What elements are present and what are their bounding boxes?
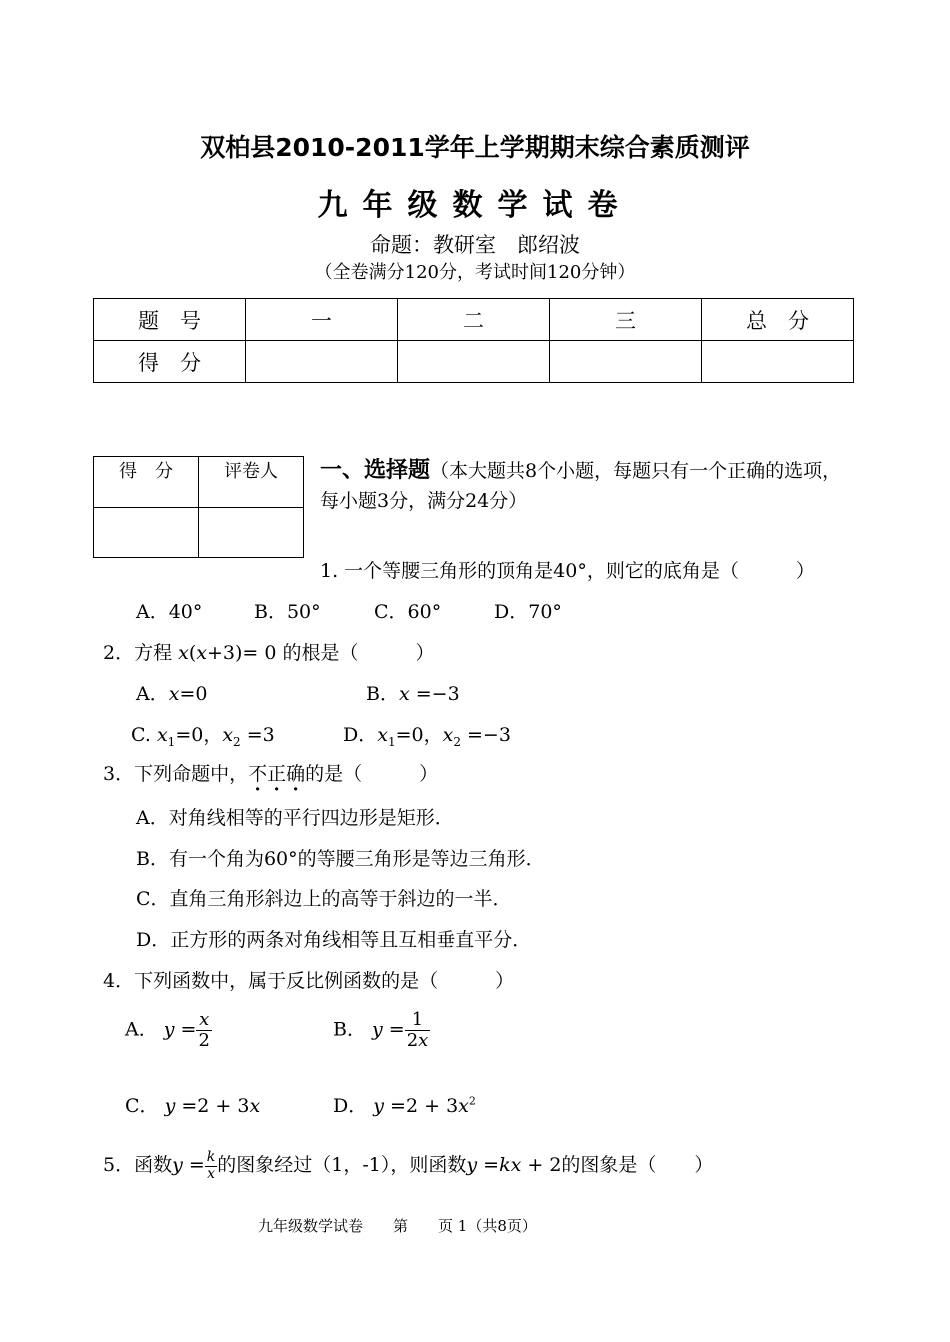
score-header-cell: 一: [246, 299, 398, 341]
emphasis-char: 正: [267, 763, 287, 785]
exam-author: 命题：教研室 郎绍波: [370, 233, 580, 257]
score-row-label: 得 分: [94, 341, 246, 383]
section-name: 一、选择题: [320, 458, 431, 483]
q1-option-d[interactable]: D．70°: [494, 601, 562, 623]
grader-score-label: 得 分: [94, 457, 199, 508]
grader-name-cell[interactable]: [199, 508, 304, 558]
q4-option-c[interactable]: C． y =2 + 3x: [125, 1095, 261, 1117]
score-cell[interactable]: [398, 341, 550, 383]
q1-option-b[interactable]: B．50°: [254, 601, 321, 623]
q5-stem: 5．函数y = $\frac{k}{x}$ 的图象经过（1，-1），则函数y =kx + 2的图象是（ ）: [103, 1149, 714, 1182]
score-header-cell: 总 分: [702, 299, 854, 341]
q4-option-a[interactable]: A． y = $\frac{x}{2}$: [125, 1009, 210, 1051]
fraction-1-over-2x: $\frac{1}{2x}$: [406, 1009, 429, 1051]
q2-option-b[interactable]: B．x =−3: [366, 683, 460, 705]
q2-stem: 2．方程 x(x+3)= 0 的根是（ ）: [103, 642, 435, 664]
q2-option-c[interactable]: C. $x_1=0$，$x_2 =3$: [131, 724, 275, 749]
grader-score-cell[interactable]: [94, 508, 199, 558]
exam-note: （全卷满分120分，考试时间120分钟）: [314, 262, 636, 283]
q2-option-a[interactable]: A．x=0: [136, 683, 208, 705]
emphasis-char: 确: [286, 763, 306, 785]
page-footer: 九年级数学试卷 第 页 1（共8页）: [258, 1217, 537, 1235]
q4-option-d[interactable]: D． $y =2 + 3x^2$: [333, 1094, 476, 1117]
grader-table: [93, 456, 304, 558]
q1-option-a[interactable]: A．40°: [136, 601, 203, 623]
score-table-row: [94, 341, 854, 383]
q3-option-d[interactable]: D．正方形的两条对角线相等且互相垂直平分．: [136, 929, 532, 951]
score-cell[interactable]: [246, 341, 398, 383]
q3-emphasis: [248, 763, 305, 785]
exam-title: 双柏县2010-2011学年上学期期末综合素质测评: [200, 133, 750, 162]
score-header-cell: 题 号: [94, 299, 246, 341]
score-header-cell: 三: [550, 299, 702, 341]
section-heading: [320, 456, 855, 516]
q4-stem: 4．下列函数中，属于反比例函数的是（ ）: [103, 970, 515, 992]
q3-option-a[interactable]: A．对角线相等的平行四边形是矩形．: [136, 807, 454, 829]
q3-stem: 3．下列命题中，不正确的是（ ）: [103, 763, 439, 785]
score-table: [93, 298, 854, 383]
score-header-cell: 二: [398, 299, 550, 341]
q1-option-c[interactable]: C．60°: [374, 601, 442, 623]
score-cell[interactable]: [550, 341, 702, 383]
section-desc: （本大题共8个小题，每题只有一个正确的选项，每小题3分，满分24分）: [320, 460, 842, 512]
fraction-k-over-x: $\frac{k}{x}$: [206, 1149, 216, 1182]
q2-option-d[interactable]: D．$x_1=0$，$x_2 =-3$: [343, 724, 511, 749]
emphasis-char: 不: [248, 763, 268, 785]
grader-name-label: 评卷人: [199, 457, 304, 508]
q3-option-b[interactable]: B．有一个角为60°的等腰三角形是等边三角形．: [136, 848, 545, 870]
q1-stem: 1. 一个等腰三角形的顶角是40°，则它的底角是（ ）: [320, 560, 815, 582]
q3-option-c[interactable]: C．直角三角形斜边上的高等于斜边的一半．: [136, 888, 512, 910]
exam-subtitle: 九年级数学试卷: [317, 188, 633, 223]
score-cell[interactable]: [702, 341, 854, 383]
fraction-x-over-2: $\frac{x}{2}$: [198, 1009, 210, 1051]
q4-option-b[interactable]: B． y = $\frac{1}{2x}$: [333, 1009, 429, 1051]
score-table-header-row: [94, 299, 854, 341]
